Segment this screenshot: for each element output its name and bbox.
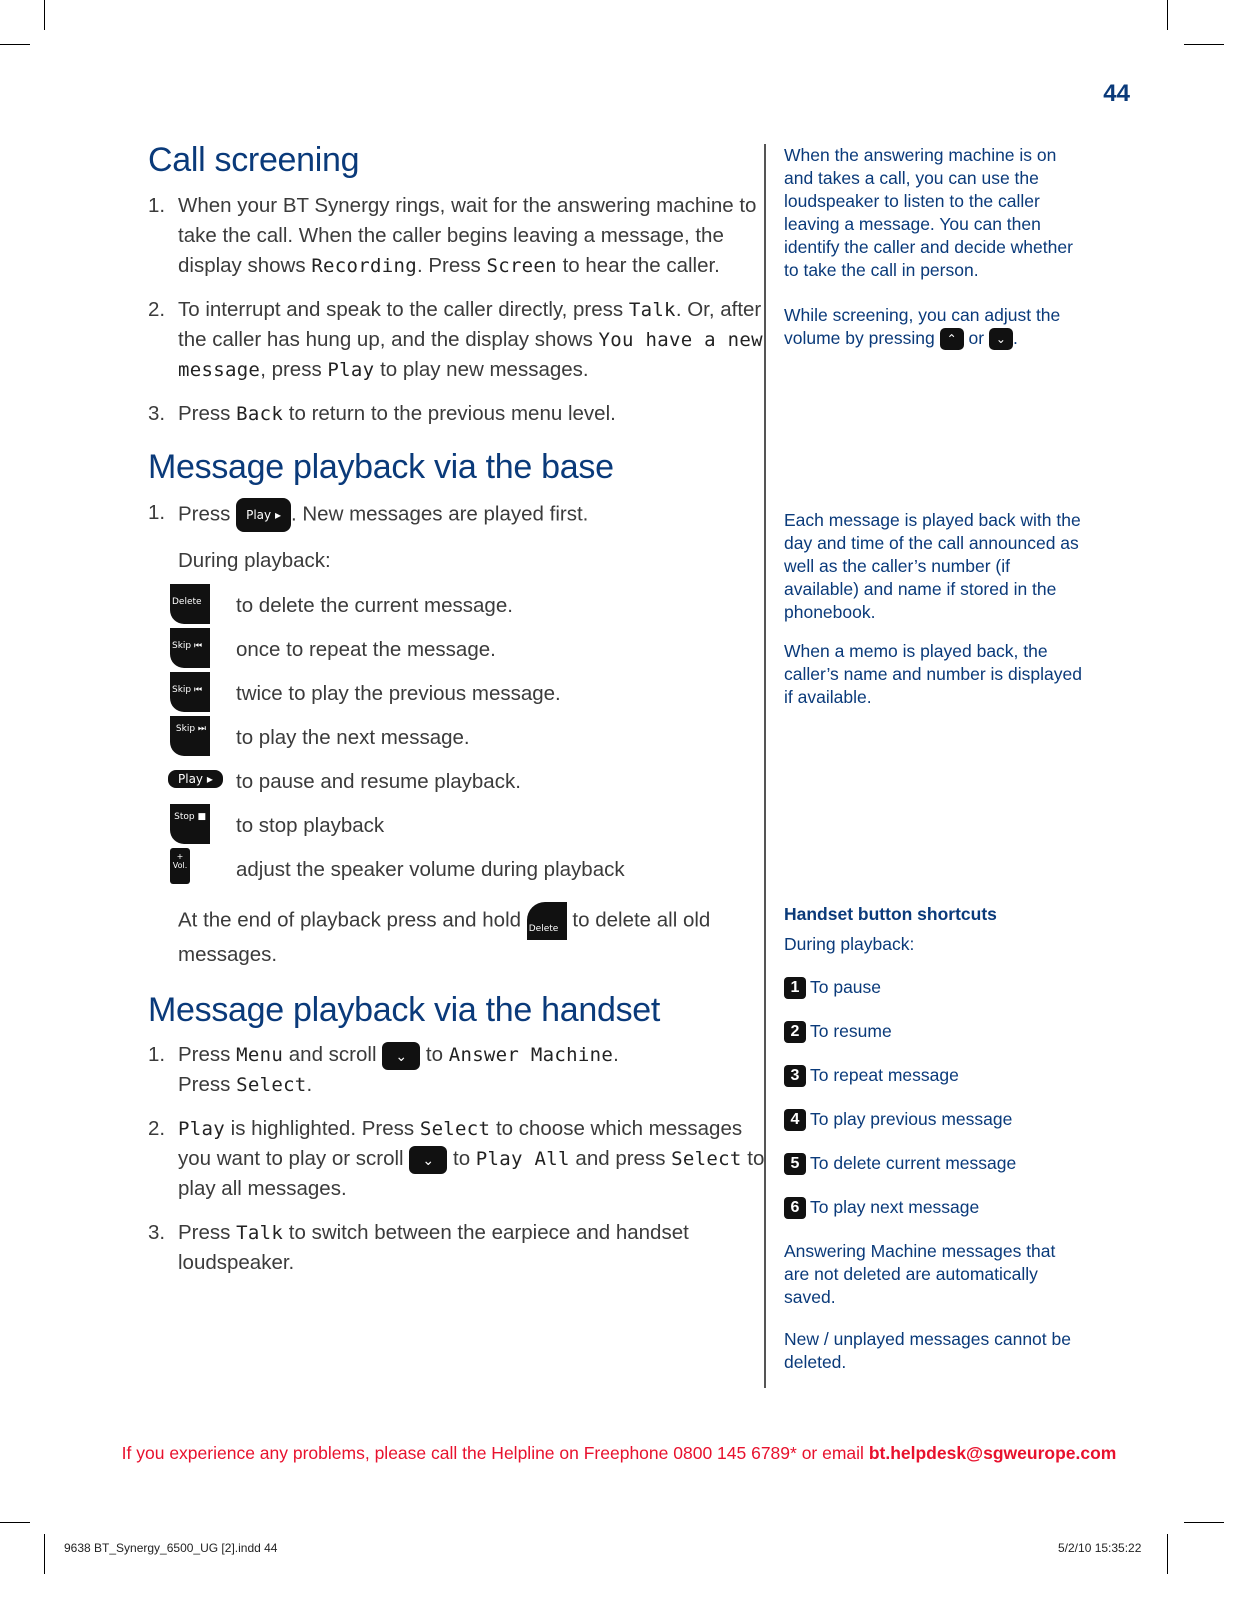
- shortcut-item: 5 To delete current message: [784, 1152, 1084, 1196]
- key-1-icon: 1: [784, 977, 806, 999]
- key-row: Skip ⏮ once to repeat the message.: [148, 628, 768, 672]
- play-key-icon: Play ▸: [236, 498, 291, 532]
- sidebar-note: When a memo is played back, the caller’s name and number is displayed if available.: [784, 641, 1082, 707]
- redial-up-key-icon: ⌃: [940, 328, 964, 350]
- sidebar-note: While screening, you can adjust the volume by pressing ⌃ or ⌄ .: [784, 304, 1084, 350]
- key-row: Skip ⏮ twice to play the previous message.: [148, 672, 768, 716]
- sidebar-note: New / unplayed messages cannot be deleted.: [784, 1329, 1071, 1372]
- end-of-playback-text: At the end of playback press and hold Delete to delete all old messages.: [148, 902, 768, 970]
- step-item: 3. Press Talk to switch between the earpiece and handset loudspeaker.: [148, 1221, 689, 1275]
- key-row: Stop ■ to stop playback: [148, 804, 768, 848]
- helpdesk-email-link[interactable]: bt.helpdesk@sgweurope.com: [868, 1443, 1117, 1463]
- crop-mark: [1184, 1522, 1224, 1523]
- shortcuts-panel: [784, 903, 1084, 1240]
- crop-mark: [0, 44, 30, 45]
- sidebar-note: Answering Machine messages that are not deleted are automatically saved.: [784, 1241, 1056, 1307]
- crop-mark: [1167, 0, 1168, 30]
- step-item: 1. When your BT Synergy rings, wait for the answering machine to take the call. When the caller begins leaving a message, the display shows Recording. Press Screen to hear the caller.: [148, 193, 757, 277]
- shortcut-item: 6 To play next message: [784, 1196, 1084, 1240]
- key-row: + Vol. adjust the speaker volume during playback: [148, 848, 768, 892]
- section-title-handset-playback: Message playback via the handset: [148, 990, 661, 1029]
- column-divider: [764, 144, 766, 1388]
- delete-key-icon: Delete: [527, 902, 567, 940]
- skip-back-key-icon: Skip ⏮: [170, 672, 210, 712]
- crop-mark: [44, 1534, 45, 1574]
- key-2-icon: 2: [784, 1021, 806, 1043]
- key-3-icon: 3: [784, 1065, 806, 1087]
- main-column: [148, 140, 768, 1278]
- helpline-footer: If you experience any problems, please call the Helpline on Freephone 0800 145 6789* or email bt.helpdesk@sgweurope.com: [121, 1443, 1117, 1463]
- key-5-icon: 5: [784, 1153, 806, 1175]
- step-item: 2. To interrupt and speak to the caller directly, press Talk. Or, after the caller has hung up, and the display shows You have a new message, press Play to play new messages.: [148, 297, 763, 381]
- print-slug-date: 5/2/10 15:35:22: [1058, 1541, 1142, 1555]
- sidebar-note: Each message is played back with the day and time of the call announced as well as the caller’s number (if available) and name if stored in the phonebook.: [784, 510, 1081, 622]
- scroll-down-key-icon: ⌄: [382, 1042, 420, 1070]
- step-item: 3. Press Back to return to the previous menu level.: [148, 401, 616, 425]
- shortcut-item: 2 To resume: [784, 1020, 1084, 1064]
- page-number: 44: [1103, 80, 1130, 107]
- key-6-icon: 6: [784, 1197, 806, 1219]
- stop-key-icon: Stop ■: [170, 804, 210, 844]
- key-4-icon: 4: [784, 1109, 806, 1131]
- play-key-icon: Play ▸: [168, 770, 223, 788]
- shortcuts-during: During playback:: [784, 934, 915, 954]
- shortcut-item: 4 To play previous message: [784, 1108, 1084, 1152]
- step-item: 1. Press Menu and scroll ⌄ to Answer Machine. Press Select.: [148, 1043, 619, 1097]
- sidebar-note: When the answering machine is on and takes a call, you can use the loudspeaker to listen to the caller leaving a message. You can then identify the caller and decide whether to take the call in person.: [784, 145, 1073, 280]
- key-row: Skip ⏭ to play the next message.: [148, 716, 768, 760]
- during-playback-label: During playback:: [178, 548, 331, 572]
- crop-mark: [1167, 1534, 1168, 1574]
- shortcut-item: 1 To pause: [784, 976, 1084, 1020]
- skip-back-key-icon: Skip ⏮: [170, 628, 210, 668]
- key-row: Delete to delete the current message.: [148, 584, 768, 628]
- section-title-base-playback: Message playback via the base: [148, 447, 614, 486]
- print-slug-file: 9638 BT_Synergy_6500_UG [2].indd 44: [64, 1541, 278, 1555]
- step-item: 2. Play is highlighted. Press Select to choose which messages you want to play or scroll ⌄ to Play All and press Select to play all messages.: [148, 1117, 765, 1201]
- scroll-down-key-icon: ⌄: [409, 1146, 447, 1174]
- key-row: Play ▸ to pause and resume playback.: [148, 760, 768, 804]
- shortcuts-title: Handset button shortcuts: [784, 904, 997, 924]
- volume-key-icon: + Vol.: [170, 848, 190, 884]
- shortcut-item: 3 To repeat message: [784, 1064, 1084, 1108]
- skip-forward-key-icon: Skip ⏭: [170, 716, 210, 756]
- crop-mark: [1184, 44, 1224, 45]
- step-item: 1. Press Play ▸ . New messages are played first.: [148, 498, 768, 532]
- delete-key-icon: Delete: [170, 584, 210, 624]
- crop-mark: [44, 0, 45, 30]
- crop-mark: [0, 1522, 30, 1523]
- section-title-call-screening: Call screening: [148, 141, 360, 179]
- scroll-down-key-icon: ⌄: [989, 328, 1013, 350]
